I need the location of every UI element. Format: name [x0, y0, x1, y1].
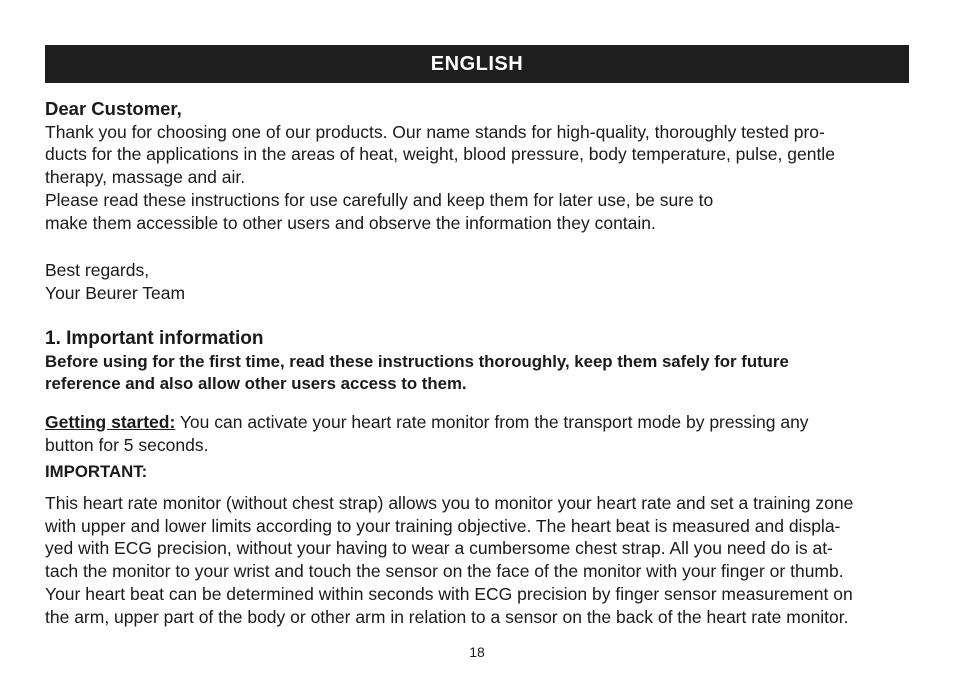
warning-line-2: reference and also allow other users access to them. — [45, 374, 467, 394]
body-line-2: with upper and lower limits according to your training objective. The heart beat is measured and displa- — [45, 515, 841, 536]
body-line-5: Your heart beat can be determined within seconds with ECG precision by finger sensor measurement on — [45, 583, 853, 604]
body-line-6: the arm, upper part of the body or other arm in relation to a sensor on the back of the heart rate monitor. — [45, 606, 849, 627]
body-line-1: This heart rate monitor (without chest strap) allows you to monitor your heart rate and set a training zone — [45, 493, 854, 513]
getting-started-line-2: button for 5 seconds. — [45, 434, 209, 455]
description-paragraph — [45, 492, 911, 628]
intro-line-5: make them accessible to other users and observe the information they contain. — [45, 212, 656, 233]
signature-text: Your Beurer Team — [45, 282, 186, 303]
intro-line-1: Thank you for choosing one of our products. Our name stands for high-quality, thoroughly tested pro- — [45, 121, 825, 142]
intro-line-2: ducts for the applications in the areas of heat, weight, blood pressure, body temperature, pulse, gentle — [45, 144, 835, 165]
section-heading: 1. Important information — [45, 328, 264, 349]
intro-section — [45, 98, 911, 234]
intro-line-4: Please read these instructions for use carefully and keep them for later use, be sure to — [45, 189, 714, 210]
closing-text: Best regards, — [45, 260, 150, 280]
important-info-section — [45, 328, 911, 396]
language-header-bar — [45, 45, 909, 83]
warning-line-1: Before using for the first time, read these instructions thoroughly, keep them safely for future — [45, 351, 789, 371]
language-title: ENGLISH — [430, 53, 524, 75]
important-label-block — [45, 461, 911, 484]
intro-line-3: therapy, massage and air. — [45, 167, 246, 188]
body-line-3: yed with ECG precision, without your having to wear a cumbersome chest strap. All you need do is at- — [45, 538, 833, 559]
getting-started-label: Getting started: — [45, 412, 176, 432]
getting-started-line-1 — [45, 411, 911, 434]
page-number: 18 — [469, 644, 485, 660]
body-line-4: tach the monitor to your wrist and touch the sensor on the face of the monitor with your finger or thumb. — [45, 561, 844, 582]
getting-started-paragraph — [45, 411, 911, 456]
getting-started-text: You can activate your heart rate monitor from the transport mode by pressing any — [175, 412, 809, 432]
important-label: IMPORTANT: — [45, 462, 148, 481]
salutation-heading: Dear Customer, — [45, 98, 182, 119]
closing-section — [45, 259, 911, 304]
